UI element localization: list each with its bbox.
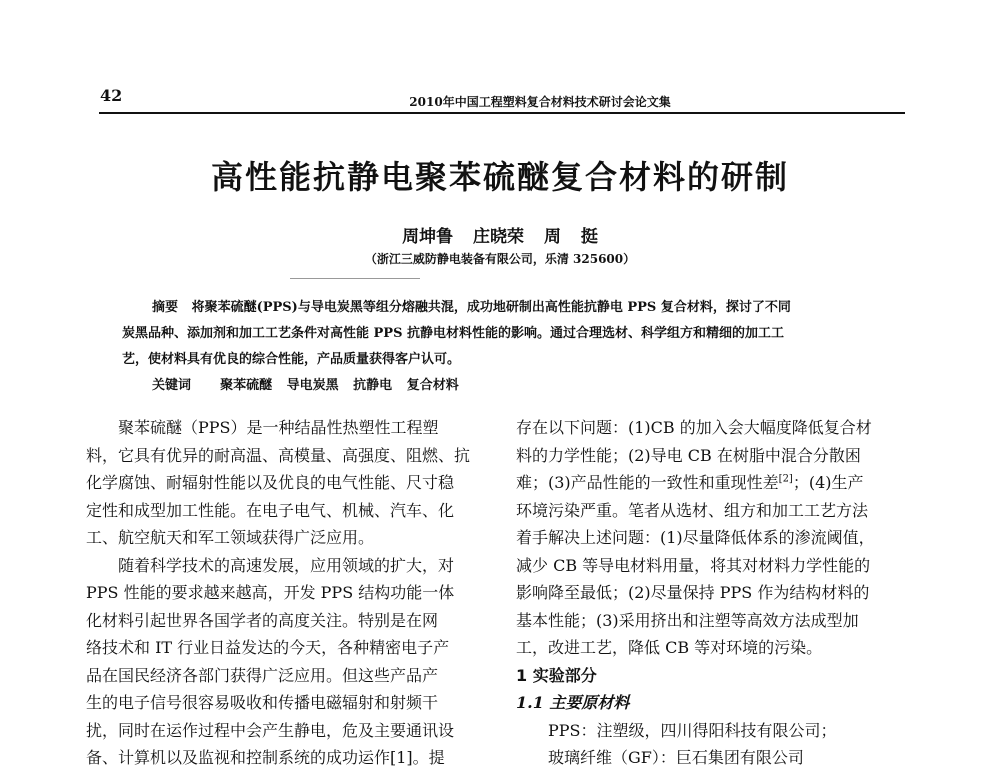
paragraph-line: 扰，同时在运作过程中会产生静电，危及主要通讯设: [86, 720, 455, 740]
paragraph-line: PPS 性能的要求越来越高，开发 PPS 结构功能一体: [86, 583, 455, 602]
affiliation-divider: [290, 278, 420, 279]
paper-title: 高性能抗静电聚苯硫醚复合材料的研制: [210, 158, 789, 196]
paragraph-line: 减少 CB 等导电材料用量，将其对材料力学性能的: [516, 555, 871, 575]
keyword: 聚苯硫醚: [220, 378, 273, 393]
running-header: 2010年中国工程塑料复合材料技术研讨会论文集: [409, 95, 671, 109]
abstract-line: [152, 296, 791, 315]
paragraph-line: 备、计算机以及监视和控制系统的成功运作[1]。提: [86, 748, 445, 767]
paragraph-line: 生的电子信号很容易吸收和传播电磁辐射和射频干: [86, 693, 439, 712]
keyword: 导电炭黑: [286, 378, 339, 393]
paragraph-text: 难；(3)产品性能的一致性和重现性差: [516, 473, 779, 492]
paragraph-line: 随着科学技术的高速发展，应用领域的扩大，对: [118, 555, 455, 575]
body-column-left: [86, 414, 482, 772]
keywords-line: [152, 374, 459, 393]
keyword: 抗静电: [353, 378, 393, 393]
paragraph-line-with-citation: [516, 469, 908, 497]
authors: 周坤鲁 庄晓荣 周 挺: [402, 227, 598, 247]
paragraph-line: 环境污染严重。笔者从选材、组方和加工工艺方法: [516, 500, 869, 520]
paragraph-line: 着手解决上述问题：(1)尽量降低体系的渗流阈值，: [516, 528, 875, 547]
abstract-label: 摘要: [152, 300, 179, 315]
body-column-right: [516, 414, 908, 772]
abstract-text: 炭黑品种、添加剂和加工工艺条件对高性能 PPS 抗静电材料性能的影响。通过合理选材、科学组方和精细的加工工: [122, 326, 784, 341]
paragraph-line: 影响降至最低；(2)尽量保持 PPS 作为结构材料的: [516, 583, 870, 602]
paragraph-line: 化材料引起世界各国学者的高度关注。特别是在网: [86, 610, 439, 630]
paragraph-line: 化学腐蚀、耐辐射性能以及优良的电气性能、尺寸稳: [86, 473, 455, 492]
materials-item: 玻璃纤维（GF）：巨石集团有限公司: [548, 748, 804, 767]
abstract-text: 将聚苯硫醚(PPS)与导电炭黑等组分熔融共混，成功地研制出高性能抗静电 PPS 复合材料，探讨了不同: [191, 300, 791, 315]
keywords-label: 关键词: [152, 378, 192, 393]
paragraph-line: 工、航空航天和军工领域获得广泛应用。: [86, 528, 375, 547]
abstract-text: 艺，使材料具有优良的综合性能，产品质量获得客户认可。: [122, 352, 461, 367]
paragraph-line: 络技术和 IT 行业日益发达的今天，各种精密电子产: [86, 638, 450, 657]
paragraph-line: 聚苯硫醚（PPS）是一种结晶性热塑性工程塑: [118, 418, 439, 437]
page-number: 42: [100, 86, 123, 105]
paragraph-line: 存在以下问题：(1)CB 的加入会大幅度降低复合材: [516, 418, 872, 437]
paragraph-line: 料，它具有优异的耐高温、高模量、高强度、阻燃、抗: [86, 445, 471, 465]
section-heading: 1 实验部分: [516, 665, 597, 685]
materials-item: PPS：注塑级，四川得阳科技有限公司；: [548, 720, 837, 740]
paragraph-line: 基本性能；(3)采用挤出和注塑等高效方法成型加: [516, 610, 859, 630]
paragraph-line: 料的力学性能；(2)导电 CB 在树脂中混合分散困: [516, 445, 861, 465]
paragraph-line: 品在国民经济各部门获得广泛应用。但这些产品产: [86, 665, 439, 685]
subsection-heading: 1.1 主要原材料: [516, 693, 630, 712]
abstract-line: [122, 322, 784, 341]
paragraph-line: 定性和成型加工性能。在电子电气、机械、汽车、化: [86, 500, 455, 520]
abstract-line: [122, 348, 460, 367]
paragraph-line: 工，改进工艺，降低 CB 等对环境的污染。: [516, 638, 823, 657]
affiliation: （浙江三威防静电装备有限公司，乐清 325600）: [364, 252, 636, 266]
citation-ref: [2]: [778, 473, 793, 485]
keyword: 复合材料: [406, 378, 459, 393]
header-rule: [99, 112, 905, 114]
paragraph-text: ；(4)生产: [792, 473, 864, 492]
